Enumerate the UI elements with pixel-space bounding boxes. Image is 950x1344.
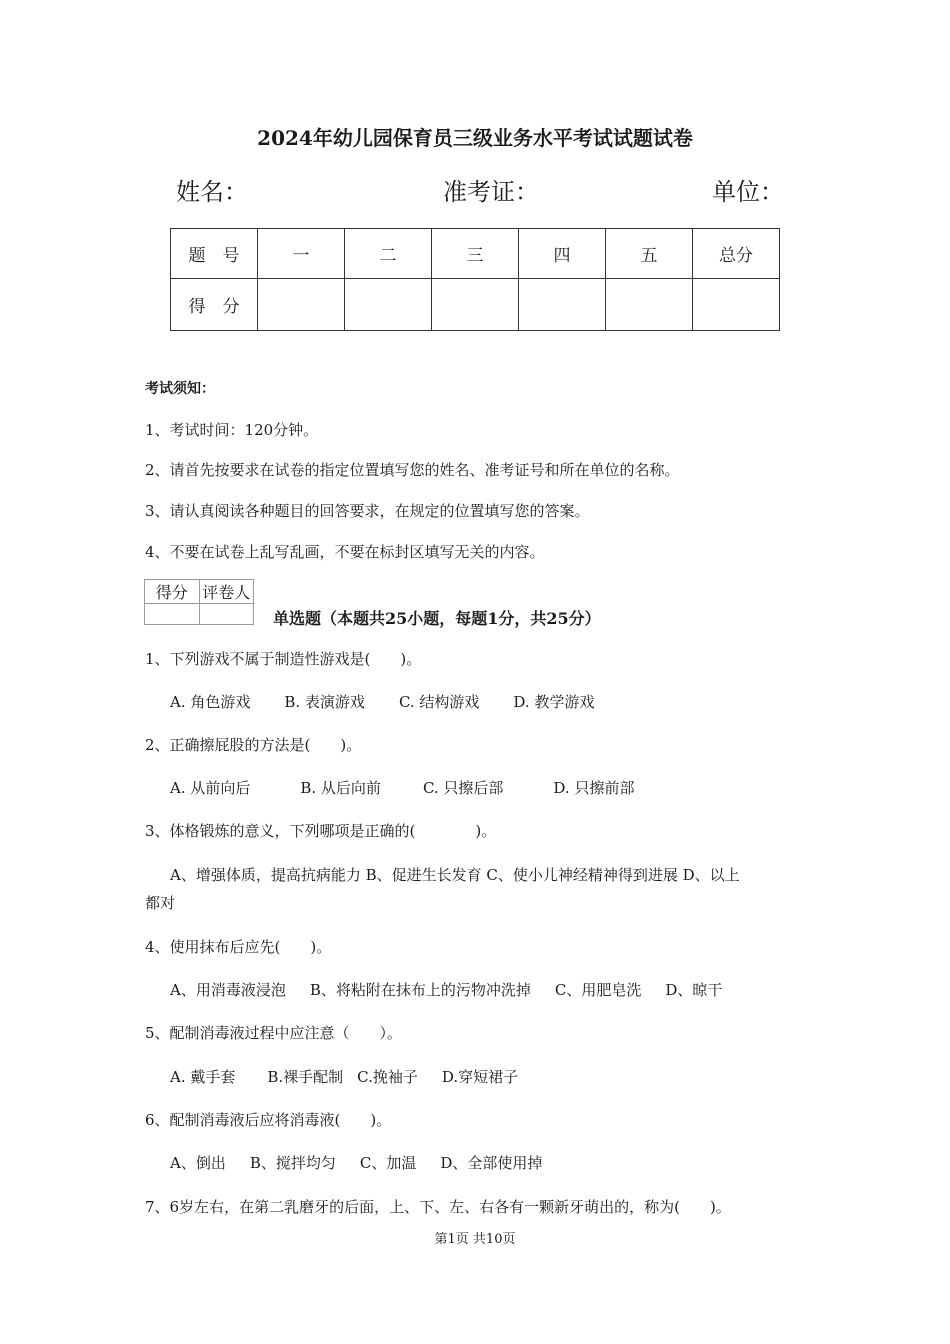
column-header: 一 xyxy=(258,229,345,279)
question-options xyxy=(170,979,756,1000)
option[interactable]: A、用消毒液浸泡 xyxy=(170,981,286,999)
score-cell[interactable] xyxy=(519,279,606,331)
option[interactable]: D、晾干 xyxy=(665,981,723,999)
score-table-header-row xyxy=(171,229,780,279)
grader-box xyxy=(144,579,254,625)
option[interactable]: B. 从后向前 xyxy=(300,779,381,797)
option[interactable]: D. 教学游戏 xyxy=(513,693,595,711)
name-label: 姓名： xyxy=(176,178,248,206)
question-stem: 5、配制消毒液过程中应注意（ ）。 xyxy=(145,1024,403,1042)
score-cell[interactable] xyxy=(606,279,693,331)
option[interactable]: C、加温 xyxy=(359,1154,417,1172)
option[interactable]: A. 角色游戏 xyxy=(170,693,251,711)
grader-reviewer-label: 评卷人 xyxy=(199,580,254,604)
question-options xyxy=(170,1152,576,1173)
score-cell[interactable] xyxy=(432,279,519,331)
option[interactable]: D、全部使用掉 xyxy=(440,1154,543,1172)
option[interactable]: C.挽袖子 xyxy=(357,1068,418,1086)
question-stem: 4、使用抹布后应先( )。 xyxy=(145,938,332,956)
column-header: 二 xyxy=(345,229,432,279)
option[interactable]: C、用肥皂洗 xyxy=(554,981,642,999)
option[interactable]: D. 只擦前部 xyxy=(553,779,635,797)
option[interactable]: A. 从前向后 xyxy=(170,779,251,797)
question-options-line: A、增强体质，提高抗病能力 B、促进生长发育 C、使小儿神经精神得到进展 D、以上 xyxy=(170,866,740,884)
notice-title: 考试须知： xyxy=(145,381,215,397)
score-cell[interactable] xyxy=(258,279,345,331)
score-table-score-row xyxy=(171,279,780,331)
notice-item: 3、请认真阅读各种题目的回答要求，在规定的位置填写您的答案。 xyxy=(145,502,590,520)
question-stem: 7、6岁左右，在第二乳磨牙的后面，上、下、左、右各有一颗新牙萌出的，称为( )。 xyxy=(145,1198,731,1216)
grader-score-label: 得分 xyxy=(145,580,200,604)
grader-reviewer-cell[interactable] xyxy=(199,604,254,625)
page-title: 2024年幼儿园保育员三级业务水平考试试题试卷 xyxy=(257,126,693,150)
option[interactable]: B.裸手配制 xyxy=(267,1068,344,1086)
option[interactable]: B、将粘附在抹布上的污物冲洗掉 xyxy=(309,981,531,999)
question-stem: 6、配制消毒液后应将消毒液( )。 xyxy=(145,1111,392,1129)
option[interactable]: A. 戴手套 xyxy=(170,1068,236,1086)
notice-item: 1、考试时间：120分钟。 xyxy=(145,421,319,439)
question-options xyxy=(170,1066,552,1087)
score-label: 得 分 xyxy=(171,279,258,331)
exam-id-label: 准考证： xyxy=(443,178,539,206)
score-table xyxy=(170,228,780,331)
question-stem: 2、正确擦屁股的方法是( )。 xyxy=(145,736,362,754)
column-header: 总分 xyxy=(693,229,780,279)
section-title: 单选题（本题共25小题，每题1分，共25分） xyxy=(273,609,601,628)
page-footer: 第1页 共10页 xyxy=(434,1232,516,1247)
option[interactable]: B、搅拌均匀 xyxy=(249,1154,336,1172)
question-options xyxy=(170,691,628,712)
option[interactable]: C. 只擦后部 xyxy=(422,779,504,797)
question-options xyxy=(170,777,668,798)
option[interactable]: B. 表演游戏 xyxy=(284,693,365,711)
column-header: 四 xyxy=(519,229,606,279)
question-options-line: 都对 xyxy=(145,894,176,912)
column-header: 五 xyxy=(606,229,693,279)
option[interactable]: C. 结构游戏 xyxy=(398,693,480,711)
column-header: 三 xyxy=(432,229,519,279)
unit-label: 单位： xyxy=(712,178,784,206)
question-number-label: 题 号 xyxy=(171,229,258,279)
option[interactable]: D.穿短裙子 xyxy=(441,1068,519,1086)
notice-item: 2、请首先按要求在试卷的指定位置填写您的姓名、准考证号和所在单位的名称。 xyxy=(145,461,680,479)
notice-item: 4、不要在试卷上乱写乱画，不要在标封区填写无关的内容。 xyxy=(145,543,545,561)
question-stem: 1、下列游戏不属于制造性游戏是( )。 xyxy=(145,650,422,668)
grader-score-cell[interactable] xyxy=(145,604,200,625)
question-stem: 3、体格锻炼的意义，下列哪项是正确的( )。 xyxy=(145,822,497,840)
score-cell[interactable] xyxy=(693,279,780,331)
option[interactable]: A、倒出 xyxy=(170,1154,226,1172)
score-cell[interactable] xyxy=(345,279,432,331)
